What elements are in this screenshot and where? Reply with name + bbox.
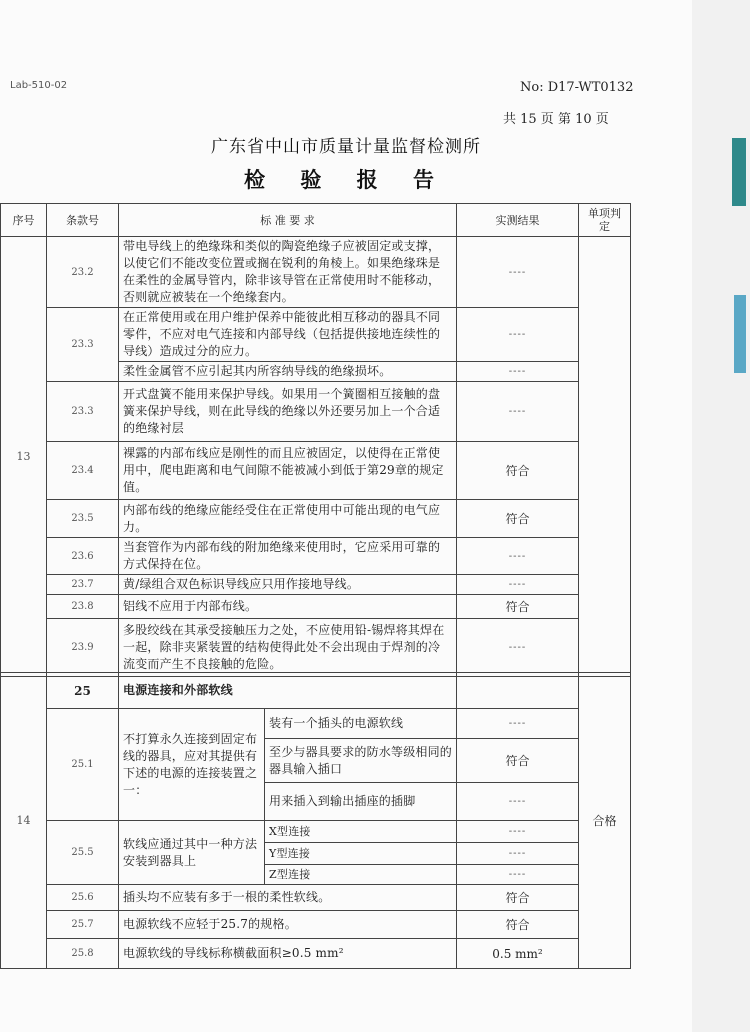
result-cell: ---- (457, 237, 579, 308)
table-row (1, 382, 631, 442)
result-cell: ---- (457, 308, 579, 362)
clause-23-8: 23.8 (47, 595, 119, 619)
requirement-text: 带电导线上的绝缘珠和类似的陶瓷绝缘子应被固定或支撑，以使它们不能改变位置或搁在锐利的角棱上。如果绝缘珠是在柔性的金属导管内，除非该导管在正常使用时不能移动，否则就应被装在一个绝缘套内。 (119, 237, 457, 308)
requirement-text: 插头均不应装有多于一根的柔性软线。 (119, 885, 457, 911)
verdict-cell-13 (579, 237, 631, 677)
result-cell: 0.5 mm² (457, 939, 579, 969)
clause-25-5: 25.5 (47, 821, 119, 885)
page-count: 共 15 页 第 10 页 (503, 112, 609, 127)
table-row (1, 709, 631, 739)
requirement-text: 多股绞线在其承受接触压力之处，不应使用铅-锡焊将其焊在一起，除非夹紧装置的结构使得此处不会出现由于焊剂的冷流变而产生不良接触的危险。 (119, 619, 457, 677)
requirement-text: 黄/绿组合双色标识导线应只用作接地导线。 (119, 575, 457, 595)
result-cell: 符合 (457, 885, 579, 911)
result-cell: 符合 (457, 442, 579, 500)
clause-23-6: 23.6 (47, 538, 119, 575)
clause-23-3: 23.3 (47, 308, 119, 382)
table-row (1, 939, 631, 969)
sub-requirement: Y型连接 (265, 843, 457, 865)
clause-23-2: 23.2 (47, 237, 119, 308)
result-cell: ---- (457, 709, 579, 739)
clause-23-3-coil: 23.3 (47, 382, 119, 442)
table-row (1, 619, 631, 677)
result-cell: ---- (457, 382, 579, 442)
result-cell (457, 673, 579, 709)
result-cell: ---- (457, 843, 579, 865)
table-row (1, 237, 631, 308)
table-row (1, 500, 631, 538)
table-header-row (1, 204, 631, 237)
binder-tab-teal (732, 138, 746, 206)
clause-23-9: 23.9 (47, 619, 119, 677)
col-seq: 序号 (1, 204, 47, 237)
requirement-text: 在正常使用或在用户维护保养中能彼此相互移动的器具不同零件，不应对电气连接和内部导线（包括提供接地连续性的导线）造成过分的应力。 (119, 308, 457, 362)
result-cell: ---- (457, 575, 579, 595)
result-cell: ---- (457, 619, 579, 677)
requirement-text: 开式盘簧不能用来保护导线。如果用一个簧圈相互接触的盘簧来保护导线，则在此导线的绝缘以外还要另加上一个合适的绝缘衬层 (119, 382, 457, 442)
inspection-table-section-25 (0, 672, 631, 969)
verdict-cell-14: 合格 (579, 673, 631, 969)
result-cell: 符合 (457, 595, 579, 619)
result-cell: 符合 (457, 739, 579, 783)
result-cell: ---- (457, 865, 579, 885)
result-cell: 符合 (457, 911, 579, 939)
binder-tab-blue (734, 295, 746, 373)
table-row (1, 538, 631, 575)
clause-25-8: 25.8 (47, 939, 119, 969)
table-row (1, 442, 631, 500)
section-row (1, 673, 631, 709)
sub-requirement: 装有一个插头的电源软线 (265, 709, 457, 739)
clause-23-5: 23.5 (47, 500, 119, 538)
requirement-text: 电源软线不应轻于25.7的规格。 (119, 911, 457, 939)
clause-25-7: 25.7 (47, 911, 119, 939)
requirement-text: 电源软线的导线标称横截面积≥0.5 mm² (119, 939, 457, 969)
requirement-text: 内部布线的绝缘应能经受住在正常使用中可能出现的电气应力。 (119, 500, 457, 538)
sub-requirement: 至少与器具要求的防水等级相同的器具输入插口 (265, 739, 457, 783)
table-row (1, 911, 631, 939)
result-cell: 符合 (457, 500, 579, 538)
document-number: No: D17-WT0132 (520, 80, 634, 95)
col-verdict: 单项判定 (579, 204, 631, 237)
requirement-text: 当套管作为内部布线的附加绝缘来使用时，它应采用可靠的方式保持在位。 (119, 538, 457, 575)
result-cell: ---- (457, 538, 579, 575)
table-row (1, 308, 631, 362)
sub-requirement: Z型连接 (265, 865, 457, 885)
seq-14: 14 (1, 673, 47, 969)
table-row (1, 595, 631, 619)
requirement-text: 软线应通过其中一种方法安装到器具上 (119, 821, 265, 885)
seq-13: 13 (1, 237, 47, 677)
requirement-text: 铝线不应用于内部布线。 (119, 595, 457, 619)
col-result: 实测结果 (457, 204, 579, 237)
inspection-table (0, 203, 631, 677)
table-row (1, 885, 631, 911)
result-cell: ---- (457, 362, 579, 382)
table-row (1, 575, 631, 595)
clause-25: 25 (47, 673, 119, 709)
sub-requirement: 用来插入到输出插座的插脚 (265, 783, 457, 821)
result-cell: ---- (457, 783, 579, 821)
requirement-text: 裸露的内部布线应是刚性的而且应被固定，以使得在正常使用中，爬电距离和电气间隙不能被减小到低于第29章的规定值。 (119, 442, 457, 500)
col-requirement: 标 准 要 求 (119, 204, 457, 237)
organization-name: 广东省中山市质量计量监督检测所 (211, 137, 481, 157)
requirement-text: 不打算永久连接到固定布线的器具，应对其提供有下述的电源的连接装置之一： (119, 709, 265, 821)
lab-code: Lab-510-02 (10, 80, 68, 91)
section-title: 电源连接和外部软线 (119, 673, 457, 709)
clause-23-7: 23.7 (47, 575, 119, 595)
clause-25-1: 25.1 (47, 709, 119, 821)
col-clause: 条款号 (47, 204, 119, 237)
result-cell: ---- (457, 821, 579, 843)
table-row (1, 821, 631, 843)
clause-25-6: 25.6 (47, 885, 119, 911)
sub-requirement: X型连接 (265, 821, 457, 843)
clause-23-4: 23.4 (47, 442, 119, 500)
requirement-text: 柔性金属管不应引起其内所容纳导线的绝缘损坏。 (119, 362, 457, 382)
report-title: 检 验 报 告 (244, 168, 448, 192)
